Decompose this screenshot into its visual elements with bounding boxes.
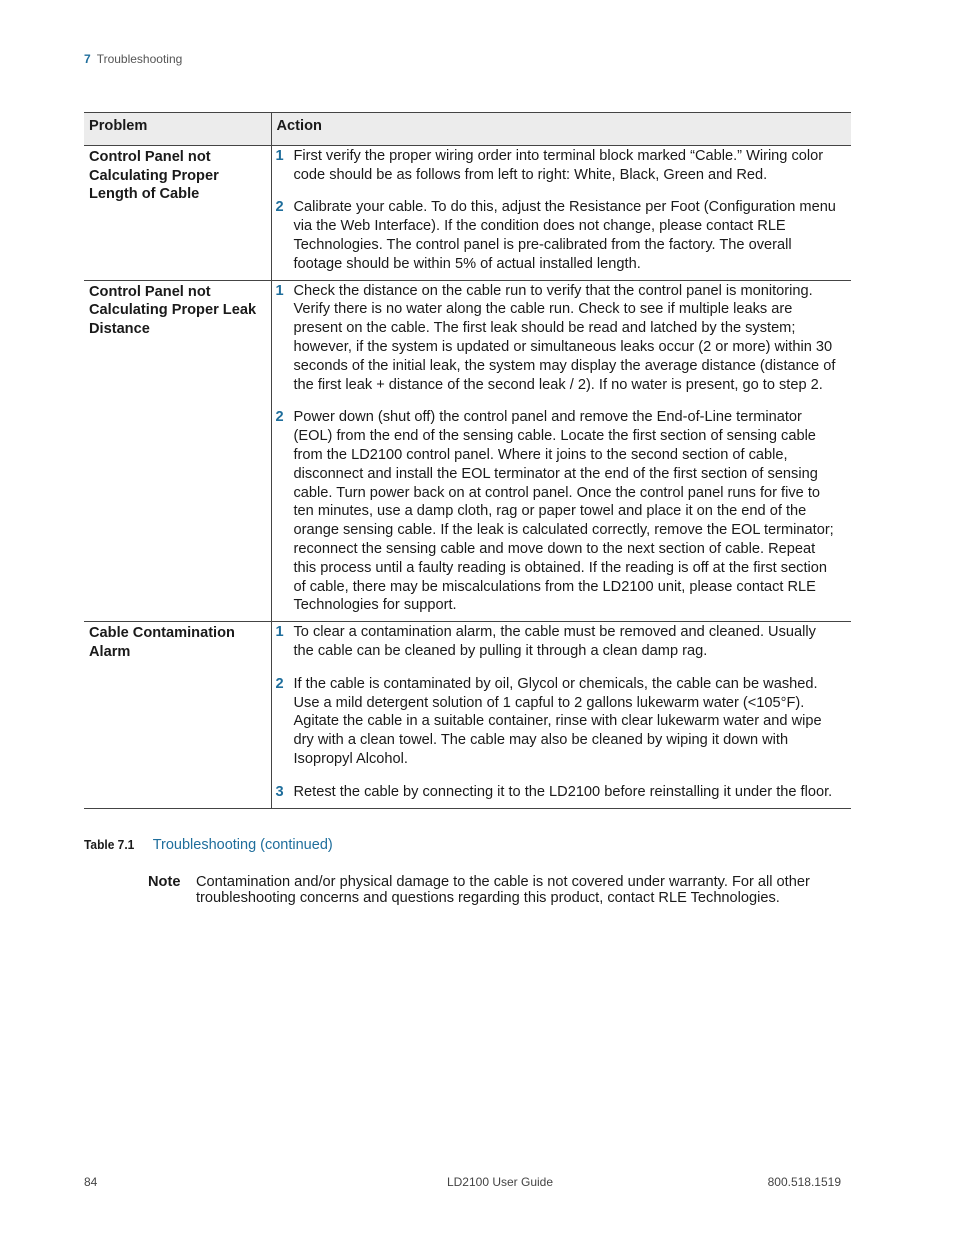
action-step	[276, 198, 840, 273]
table-header-row	[84, 113, 851, 146]
table-row	[84, 622, 851, 808]
step-number: 1	[275, 624, 284, 641]
step-number: 1	[275, 147, 284, 164]
note-label: Note	[148, 874, 181, 890]
troubleshooting-table	[84, 112, 851, 809]
action-step	[276, 147, 840, 185]
step-text: First verify the proper wiring order into terminal block marked “Cable.” Wiring color code should be as follows from left to right: White, Black, Green and Red.	[293, 147, 824, 183]
table-row	[84, 280, 851, 622]
chapter-title: Troubleshooting	[96, 52, 183, 66]
step-text: Retest the cable by connecting it to the LD2100 before reinstalling it under the floor.	[293, 783, 833, 800]
note-text: Contamination and/or physical damage to the cable is not covered under warranty. For all other troubleshooting concerns and questions regarding this product, contact RLE Technologies.	[196, 874, 810, 906]
note	[148, 875, 828, 906]
table-caption	[84, 837, 333, 853]
table-row	[84, 145, 851, 280]
step-number: 3	[275, 783, 284, 800]
action-cell	[271, 622, 851, 808]
caption-title: Troubleshooting (continued)	[152, 837, 333, 853]
footer-doc-title: LD2100 User Guide	[446, 1175, 554, 1189]
footer-phone: 800.518.1519	[767, 1175, 841, 1189]
column-header-action: Action	[271, 113, 851, 146]
action-cell	[271, 145, 851, 280]
action-step	[276, 623, 840, 661]
chapter-number: 7	[84, 52, 91, 66]
step-number: 2	[275, 199, 284, 216]
page-number: 84	[84, 1175, 98, 1189]
column-header-problem: Problem	[84, 113, 271, 146]
action-cell	[271, 280, 851, 622]
step-text: Calibrate your cable. To do this, adjust the Resistance per Foot (Configuration menu via the Web Interface). If the condition does not change, please contact RLE Technologies. The control panel is pre-calibrated from the factory. The overall footage should be within 5% of actual installed length.	[293, 199, 836, 272]
action-step	[276, 408, 840, 615]
step-number: 1	[275, 282, 284, 299]
step-text: Power down (shut off) the control panel and remove the End-of-Line terminator (EOL) from the end of the sensing cable. Locate the first section of sensing cable from the LD2100 control panel. Where it joins to the second section of cable, disconnect and install the EOL terminator at the end of the first section of sensing cable. Turn power back on at control panel. Once the control panel runs for five to ten minutes, use a damp cloth, rag or paper towel and place it on the end of the orange sensing cable. If the leak is calculated correctly, remove the EOL terminator; reconnect the sensing cable and move down to the next section of cable. Repeat this process until a faulty reading is obtained. If the reading is off at the first section of cable, there may be miscalculations from the LD2100 unit, please contact RLE Technologies for support.	[293, 409, 834, 614]
problem-cell: Cable Contamination Alarm	[84, 622, 271, 808]
action-step	[276, 282, 840, 395]
step-number: 2	[275, 675, 284, 692]
action-step	[276, 783, 840, 802]
step-text: If the cable is contaminated by oil, Glycol or chemicals, the cable can be washed. Use a mild detergent solution of 1 capful to 2 gallons lukewarm water (<105°F). Agitate the cable in a suitable container, rinse with clear lukewarm water and wipe dry with a clean towel. The cable may also be cleaned by wiping it down with Isopropyl Alcohol.	[293, 675, 822, 767]
caption-label: Table 7.1	[84, 837, 135, 852]
step-number: 2	[275, 409, 284, 426]
step-text: To clear a contamination alarm, the cable must be removed and cleaned. Usually the cable can be cleaned by pulling it through a clean damp rag.	[293, 624, 816, 659]
step-text: Check the distance on the cable run to verify that the control panel is monitoring. Verify there is no water along the cable run. Check to see if multiple leaks are present on the cable. The first leak should be read and latched by the system; however, if the system is updated or simultaneous leaks occur (2 or more) within 30 seconds of the initial leak, the system may display the average distance (distance of the first leak + distance of the second leak / 2). If no water is present, go to step 2.	[293, 282, 836, 393]
problem-cell: Control Panel not Calculating Proper Leak Distance	[84, 280, 271, 622]
running-header	[84, 52, 182, 66]
action-step	[276, 675, 840, 769]
problem-cell: Control Panel not Calculating Proper Length of Cable	[84, 145, 271, 280]
